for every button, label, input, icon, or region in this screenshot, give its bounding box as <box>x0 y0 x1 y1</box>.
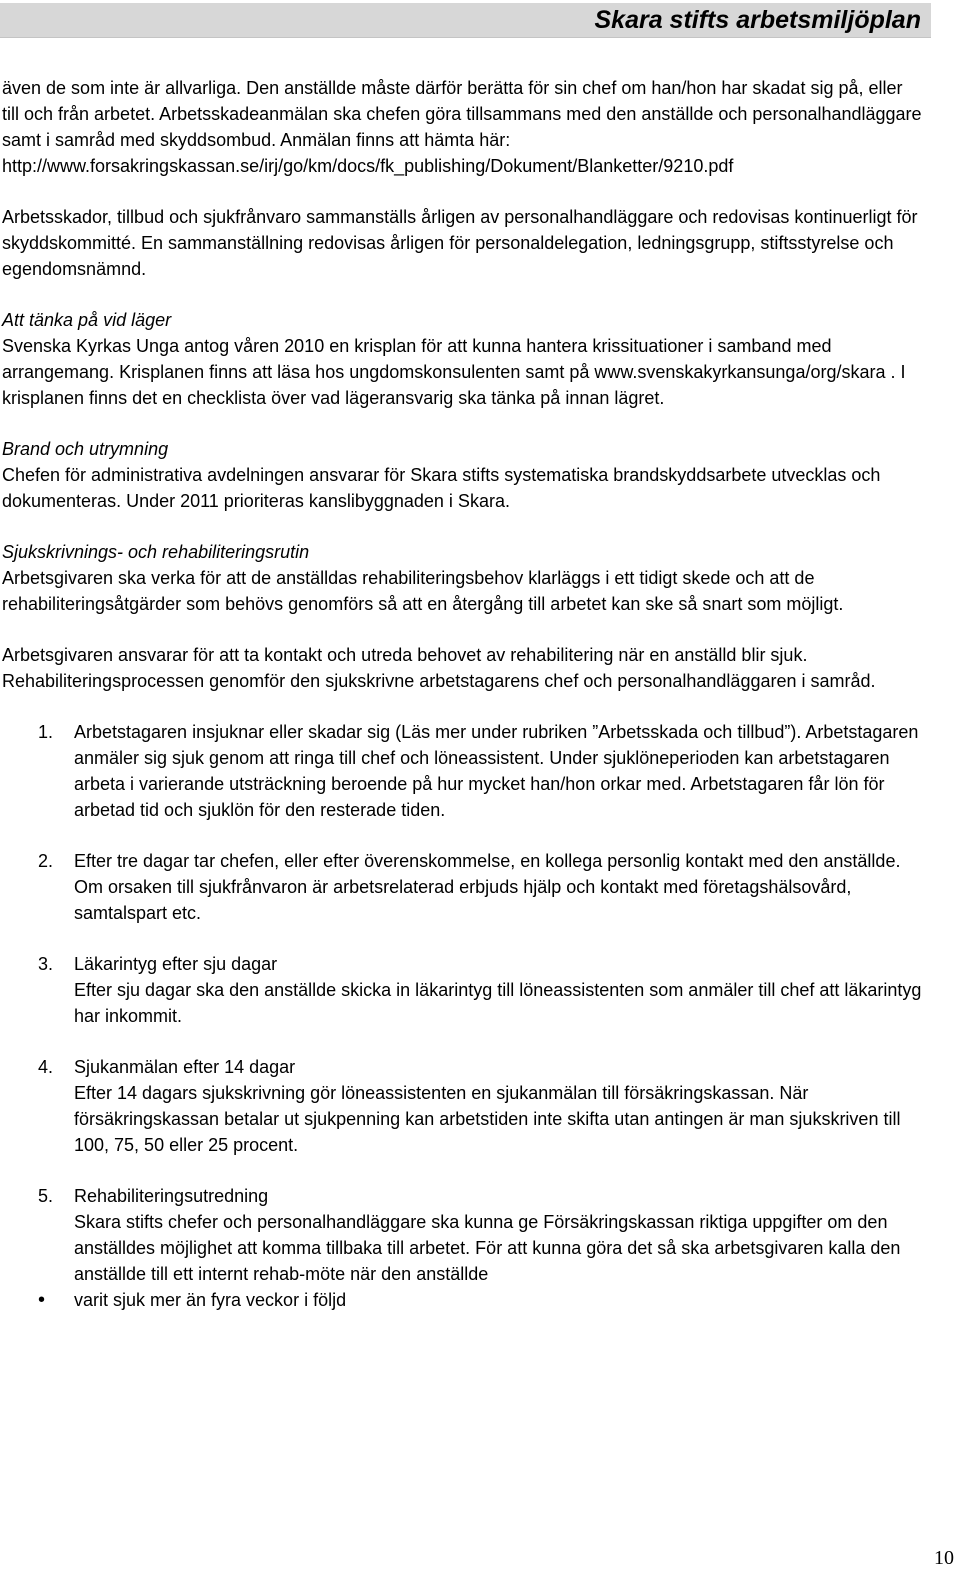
form-url-link[interactable]: http://www.forsakringskassan.se/irj/go/km/docs/fk_publishing/Dokument/Blanketter/9210.pdf <box>2 156 734 176</box>
list-item-number: 5. <box>38 1186 54 1206</box>
document-body <box>2 75 922 1313</box>
list-item-title: Sjukanmälan efter 14 dagar <box>74 1057 296 1077</box>
section-heading: Brand och utrymning <box>2 439 169 459</box>
intro-text: även de som inte är allvarliga. Den anställde måste därför berätta för sin chef om han/hon har skadat sig på, eller till och från arbetet. Arbetsskadeanmälan ska chefen göra tillsammans med den anställde och personalhandläggare samt i samråd med skyddsombud. Anmälan finns att hämta här: <box>2 78 922 150</box>
list-item-number: 1. <box>38 722 54 742</box>
list-item <box>2 951 922 1029</box>
list-item-text: Efter sju dagar ska den anställde skicka in läkarintyg till löneassistenten som anmäler till chef att läkarintyg har inkommit. <box>74 980 922 1026</box>
list-item-text: Arbetstagaren insjuknar eller skadar sig (Läs mer under rubriken ”Arbetsskada och tillbud”). Arbetstagaren anmäler sig sjuk genom att ringa till chef och löneassistent. Under sjuklöneperioden kan arbetstagaren arbeta i varierande utsträckning beroende på hur mycket han/hon orkar med. Arbetstagaren får lön för arbetad tid och sjuklön för den resterade tiden. <box>74 722 919 820</box>
statistics-paragraph: Arbetsskador, tillbud och sjukfrånvaro sammanställs årligen av personalhandläggare och redovisas kontinuerligt för skyddskommitté. En sammanställning redovisas årligen för personaldelegation, ledningsgrupp, stiftsstyrelse och egendomsnämnd. <box>2 207 918 279</box>
list-item-text: Efter 14 dagars sjukskrivning gör löneassistenten en sjukanmälan till försäkringskassan. När försäkringskassan betalar ut sjukpenning kan arbetstiden inte skifta utan antingen är man sjukskriven till 100, 75, 50 eller 25 procent. <box>74 1083 901 1155</box>
document-title: Skara stifts arbetsmiljöplan <box>594 6 921 34</box>
list-item <box>2 1183 922 1287</box>
list-item-number: 4. <box>38 1057 54 1077</box>
list-item <box>2 719 922 823</box>
rehab-steps-list <box>2 719 922 1313</box>
list-item-text: Skara stifts chefer och personalhandläggare ska kunna ge Försäkringskassan riktiga uppgifter om den anställdes möjlighet att komma tillbaka till arbetet. För att kunna göra det så ska arbetsgivaren kalla den anställde till ett internt rehab-möte när den anställde <box>74 1212 901 1284</box>
list-item <box>2 1054 922 1158</box>
bullet-icon: • <box>38 1289 46 1311</box>
page-header <box>0 3 931 38</box>
list-item-title: Läkarintyg efter sju dagar <box>74 954 278 974</box>
section-brand <box>2 436 922 514</box>
section-heading: Sjukskrivnings- och rehabiliteringsrutin <box>2 542 310 562</box>
section-text: Arbetsgivaren ska verka för att de anställdas rehabiliteringsbehov klarläggs i ett tidigt skede och att de rehabiliteringsåtgärder som behövs genomförs så att en återgång till arbetet kan ske så snart som möjligt. <box>2 568 844 614</box>
section-text: Chefen för administrativa avdelningen ansvarar för Skara stifts systematiska brandskyddsarbete utvecklas och dokumenteras. Under 2011 prioriteras kanslibyggnaden i Skara. <box>2 465 881 511</box>
list-item-text: Efter tre dagar tar chefen, eller efter överenskommelse, en kollega personlig kontakt med den anställde. Om orsaken till sjukfrånvaron är arbetsrelaterad erbjuds hjälp och kontakt med företagshälsovård, samtalspart etc. <box>74 851 901 923</box>
bullet-item <box>2 1287 922 1313</box>
list-item-number: 2. <box>38 851 54 871</box>
list-item-title: Rehabiliteringsutredning <box>74 1186 269 1206</box>
list-item-number: 3. <box>38 954 54 974</box>
section-lager <box>2 307 922 411</box>
section-heading: Att tänka på vid läger <box>2 310 172 330</box>
bullet-text: varit sjuk mer än fyra veckor i följd <box>74 1290 347 1310</box>
page-number: 10 <box>934 1547 954 1569</box>
list-item <box>2 848 922 926</box>
rehab-responsibility-paragraph: Arbetsgivaren ansvarar för att ta kontakt och utreda behovet av rehabilitering när en anställd blir sjuk. Rehabiliteringsprocessen genomför den sjukskrivne arbetstagarens chef och personalhandläggaren i samråd. <box>2 645 876 691</box>
section-text: Svenska Kyrkas Unga antog våren 2010 en krisplan för att kunna hantera krissituationer i samband med arrangemang. Krisplanen finns att läsa hos ungdomskonsulenten samt på www.svenskakyrkansunga/org/skara . I krisplanen finns det en checklista över vad lägeransvarig ska tänka på innan lägret. <box>2 336 906 408</box>
section-rehab <box>2 539 922 617</box>
intro-paragraph <box>2 75 922 179</box>
